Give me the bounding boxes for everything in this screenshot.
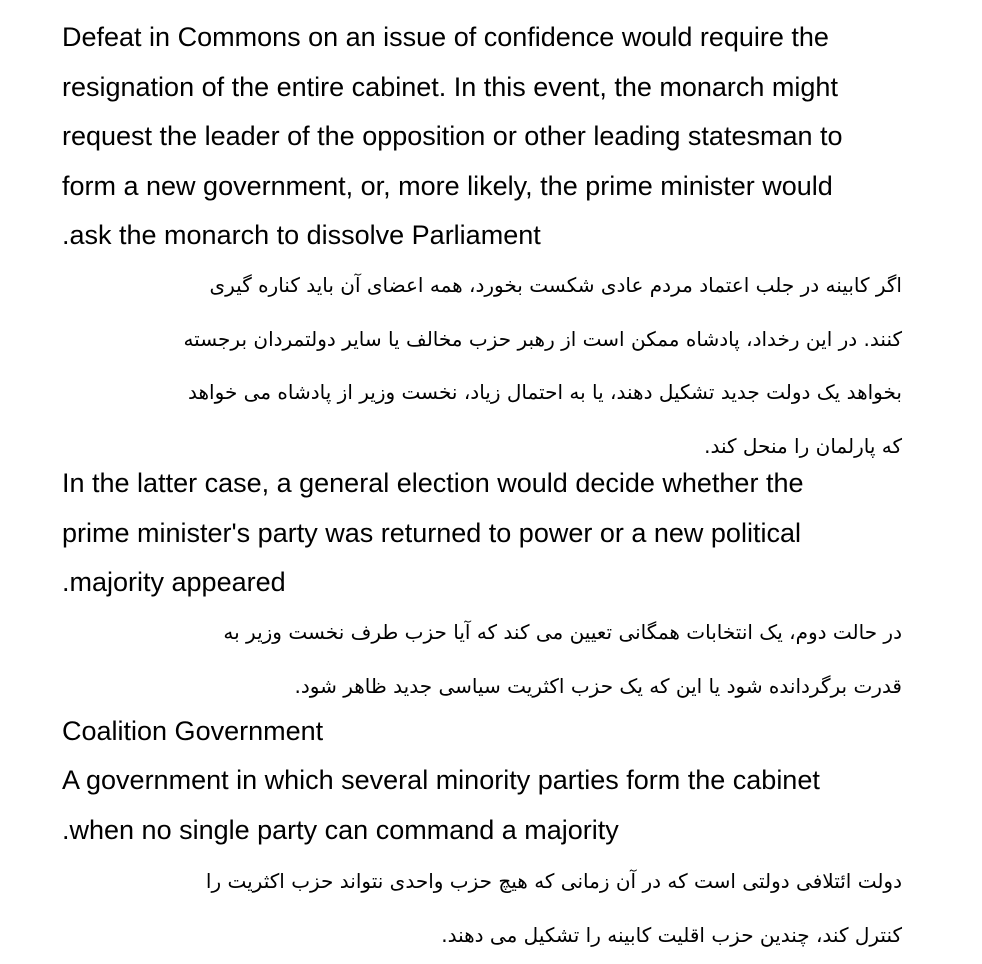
persian-paragraph-cabinet-resignation xyxy=(82,259,902,473)
text-line: که پارلمان را منحل کند. xyxy=(704,433,902,458)
persian-paragraph-coalition-definition xyxy=(82,855,902,962)
text-line: قدرت برگردانده شود یا این که یک حزب اکثریت سیاسی جدید ظاهر شود. xyxy=(294,673,902,698)
text-line: request the leader of the opposition or other leading statesman to xyxy=(62,121,843,151)
text-line: A government in which several minority parties form the cabinet xyxy=(62,765,820,795)
english-paragraph-cabinet-resignation xyxy=(62,13,942,261)
text-line: اگر کابینه در جلب اعتماد مردم عادی شکست بخورد، همه اعضای آن باید کناره گیری xyxy=(209,273,902,297)
heading-line: Coalition Government xyxy=(62,716,324,746)
text-line: .ask the monarch to dissolve Parliament xyxy=(62,220,541,250)
text-line: کنترل کند، چندین حزب اقلیت کابینه را تشکیل می دهند. xyxy=(441,922,902,947)
text-line: In the latter case, a general election would decide whether the xyxy=(62,468,804,498)
text-line: دولت ائتلافی دولتی است که در آن زمانی که هیچ حزب واحدی نتواند حزب اکثریت را xyxy=(205,869,902,893)
text-line: کنند. در این رخداد، پادشاه ممکن است از رهبر حزب مخالف یا سایر دولتمردان برجسته xyxy=(183,326,902,351)
text-line: .when no single party can command a majority xyxy=(62,814,619,845)
text-line: در حالت دوم، یک انتخابات همگانی تعیین می کند که آیا حزب طرف نخست وزیر به xyxy=(223,620,902,644)
text-line: .majority appeared xyxy=(62,567,286,597)
english-paragraph-coalition-definition xyxy=(62,756,942,855)
text-line: form a new government, or, more likely, the prime minister would xyxy=(62,170,833,201)
section-heading-coalition-government xyxy=(62,707,942,757)
text-line: prime minister's party was returned to power or a new political xyxy=(62,517,801,548)
text-line: resignation of the entire cabinet. In this event, the monarch might xyxy=(62,71,838,102)
text-line: بخواهد یک دولت جدید تشکیل دهند، یا به احتمال زیاد، نخست وزیر از پادشاه می خواهد xyxy=(188,380,902,404)
english-paragraph-general-election xyxy=(62,459,942,608)
text-line: Defeat in Commons on an issue of confidence would require the xyxy=(62,22,829,52)
persian-paragraph-general-election xyxy=(82,606,902,713)
